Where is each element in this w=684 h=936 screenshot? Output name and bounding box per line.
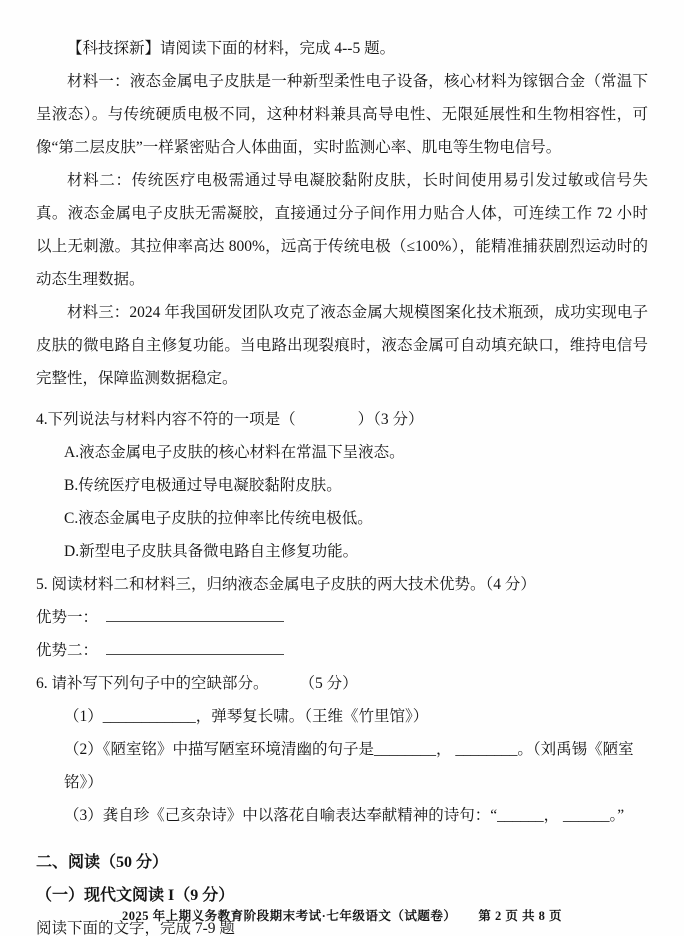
answer-rule-line	[106, 640, 284, 655]
footer-exam-title: 2025 年上期义务教育阶段期末考试·七年级语文（试题卷）	[122, 909, 457, 923]
answer-rule-line	[106, 607, 284, 622]
section-2-subheading: （一）现代文阅读 I（9 分）	[36, 887, 235, 904]
question-4-option-b: B.传统医疗电极通过导电凝胶黏附皮肤。	[64, 477, 342, 494]
intro-line: 【科技探新】请阅读下面的材料，完成 4--5 题。	[67, 40, 396, 57]
question-5-blank-1	[36, 601, 648, 634]
question-6-item-1: （1）____________，弹琴复长啸。（王维《竹里馆》）	[64, 708, 429, 725]
question-5-blank-2	[36, 634, 648, 667]
section-2-instruction: 阅读下面的文字，完成 7-9 题	[36, 920, 235, 936]
question-4-option-c: C.液态金属电子皮肤的拉伸率比传统电极低。	[64, 510, 373, 527]
question-6-item-2: （2）《陋室铭》中描写陋室环境清幽的句子是________， ________。（刘禹锡《陋室铭》）	[64, 741, 634, 791]
question-6-stem: 6. 请补写下列句子中的空缺部分。 （5 分）	[36, 675, 358, 692]
footer-page-indicator: 第 2 页 共 8 页	[478, 909, 562, 923]
material-3-paragraph: 材料三：2024 年我国研发团队攻克了液态金属大规模图案化技术瓶颈，成功实现电子皮肤的微电路自主修复功能。当电路出现裂痕时，液态金属可自动填充缺口，维持电信号完整性，保障监测数据稳定。	[36, 304, 648, 387]
advantage-1-label: 优势一：	[36, 609, 99, 626]
question-4-stem: 4.下列说法与材料内容不符的一项是（ ）（3 分）	[36, 411, 424, 428]
material-2-paragraph: 材料二：传统医疗电极需通过导电凝胶黏附皮肤，长时间使用易引发过敏或信号失真。液态金属电子皮肤无需凝胶，直接通过分子间作用力贴合人体，可连续工作 72 小时以上无刺激。其拉伸率高达 800%，远高于传统电极（≤100%），能精准捕获剧烈运动时的动态生理数据。	[36, 172, 648, 288]
question-4-option-a: A.液态金属电子皮肤的核心材料在常温下呈液态。	[64, 444, 405, 461]
material-1-paragraph: 材料一：液态金属电子皮肤是一种新型柔性电子设备，核心材料为镓铟合金（常温下呈液态）。与传统硬质电极不同，这种材料兼具高导电性、无限延展性和生物相容性，可像“第二层皮肤”一样紧密贴合人体曲面，实时监测心率、肌电等生物电信号。	[36, 73, 648, 156]
page-footer	[0, 906, 684, 924]
advantage-2-label: 优势二：	[36, 642, 99, 659]
question-5-stem: 5. 阅读材料二和材料三，归纳液态金属电子皮肤的两大技术优势。（4 分）	[36, 576, 536, 593]
question-6-item-3: （3）龚自珍《己亥杂诗》中以落花自喻表达奉献精神的诗句：“______， ______。”	[64, 807, 625, 824]
section-2-heading: 二、阅读（50 分）	[36, 854, 169, 871]
question-4-option-d: D.新型电子皮肤具备微电路自主修复功能。	[64, 543, 359, 560]
